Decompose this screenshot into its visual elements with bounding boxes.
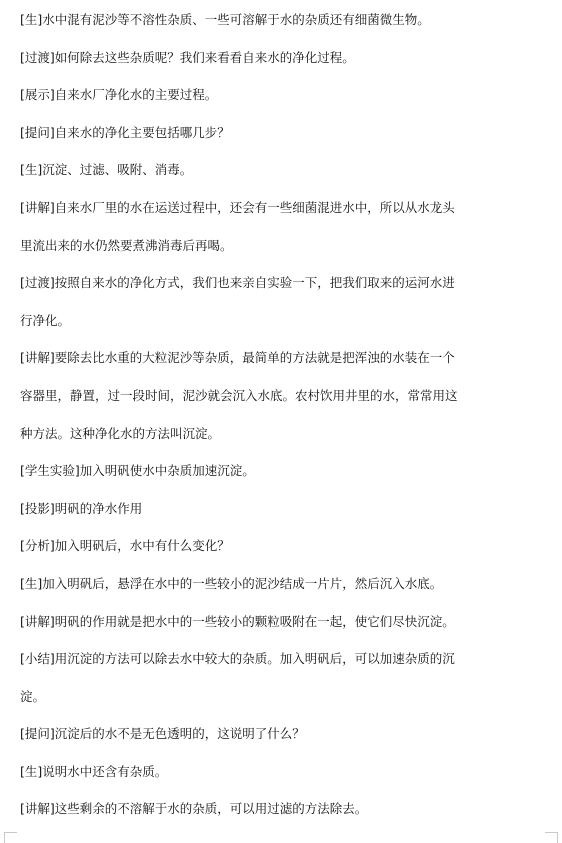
text-line: [生]说明水中还含有杂质。 bbox=[20, 763, 168, 779]
text-line: [小结]用沉淀的方法可以除去水中较大的杂质。加入明矾后，可以加速杂质的沉 bbox=[20, 651, 455, 667]
text-line: [投影]明矾的净水作用 bbox=[20, 500, 143, 516]
text-line: [讲解]自来水厂里的水在运送过程中，还会有一些细菌混进水中，所以从水龙头 bbox=[20, 199, 455, 215]
text-line: 种方法。这种净化水的方法叫沉淀。 bbox=[20, 425, 221, 441]
text-line: [讲解]明矾的作用就是把水中的一些较小的颗粒吸附在一起，使它们尽快沉淀。 bbox=[20, 613, 455, 629]
text-line: 里流出来的水仍然要煮沸消毒后再喝。 bbox=[20, 237, 233, 253]
text-line: 淀。 bbox=[20, 688, 46, 704]
text-line: [生]加入明矾后，悬浮在水中的一些较小的泥沙结成一片片，然后沉入水底。 bbox=[20, 575, 443, 591]
document-body bbox=[20, 10, 530, 837]
text-line: 行净化。 bbox=[20, 312, 71, 328]
text-line: [讲解]这些剩余的不溶解于水的杂质，可以用过滤的方法除去。 bbox=[20, 801, 368, 817]
text-line: [过渡]如何除去这些杂质呢？我们来看看自来水的净化过程。 bbox=[20, 49, 355, 65]
text-line: [讲解]要除去比水重的大粒泥沙等杂质，最简单的方法就是把浑浊的水装在一个 bbox=[20, 350, 455, 366]
text-line: [提问]沉淀后的水不是无色透明的，这说明了什么？ bbox=[20, 726, 305, 742]
text-line: [提问]自来水的净化主要包括哪几步？ bbox=[20, 124, 230, 140]
text-line: [展示]自来水厂净化水的主要过程。 bbox=[20, 87, 218, 103]
text-line: [生]沉淀、过滤、吸附、消毒。 bbox=[20, 162, 193, 178]
page-corner-mark-right bbox=[545, 832, 558, 843]
text-line: [分析]加入明矾后，水中有什么变化？ bbox=[20, 538, 230, 554]
text-line: [过渡]按照自来水的净化方式，我们也来亲自实验一下，把我们取来的运河水进 bbox=[20, 275, 455, 291]
text-line: [学生实验]加入明矾使水中杂质加速沉淀。 bbox=[20, 463, 255, 479]
text-line: [生]水中混有泥沙等不溶性杂质、一些可溶解于水的杂质还有细菌微生物。 bbox=[20, 12, 430, 27]
page-corner-mark-left bbox=[4, 832, 17, 843]
text-line: 容器里，静置，过一段时间，泥沙就会沉入水底。农村饮用井里的水，常常用这 bbox=[20, 387, 458, 403]
